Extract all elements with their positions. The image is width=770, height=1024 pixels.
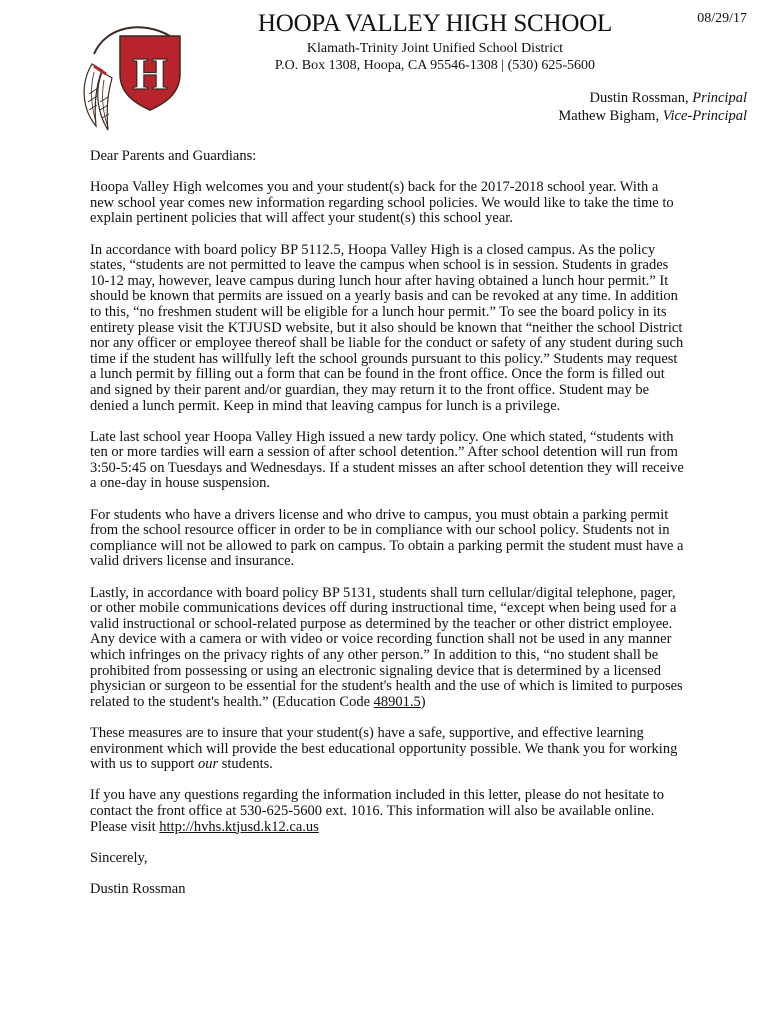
mobile-devices-text: Lastly, in accordance with board policy BP 5131, students shall turn cellular/digital telephone, pager, or other mobile communications devices off during instructional time, “except when being used for a valid instructional or school-related purpose as determined by the teacher or other district employee. Any device with a camera or with video or voice recording function shall not be used in any manner which infringes on the privacy rights of any other person.” In addition to this, “no student shall be prohibited from possessing or using an electronic signaling device that is determined by a licensed physician or surgeon to be essential for the student's health and the use of which is limited to purposes related to the student's health.” (Education Code [90,584,683,710]
paragraph-closed-campus: In accordance with board policy BP 5112.5, Hoopa Valley High is a closed campus. As the policy states, “students are not permitted to leave the campus when school is in session. Students in grades 10-12 may, however, leave campus during lunch hour after having obtained a lunch hour permit.” It should be known that permits are issued on a yearly basis and can be revoked at any time. In addition to this, “no freshmen student will be eligible for a lunch hour permit.” To see the board policy in its entirety please visit the KTJUSD website, but it also should be known that “neither the school District nor any officer or employee thereof shall be liable for the conduct or safety of any student during such time if the student has willfully left the school grounds pursuant to this policy.” Students may request a lunch permit by filling out a form that can be found in the front office. Once the form is filled out and signed by their parent and/or guardian, they may return it to the front office. Student may be denied a lunch permit. Keep in mind that leaving campus for lunch is a privilege. [90,241,684,414]
paragraph-parking-permit: For students who have a drivers license and who drive to campus, you must obtain a parking permit from the school resource officer in order to be in compliance with our school policy. Students not in compliance will not be allowed to park on campus. To obtain a parking permit the student must have a valid drivers license and insurance. [90,506,684,570]
school-name: HOOPA VALLEY HIGH SCHOOL [257,10,613,37]
signature: Dustin Rossman [90,880,186,897]
contact-text: If you have any questions regarding the information included in this letter, please do not hesitate to contact the front office at 530-625-5600 ext. 1016. This information will also be available online. Please visit [90,787,665,835]
feather-icon [98,72,112,130]
mobile-devices-end: ) [420,693,426,710]
closing: Sincerely, [90,849,148,866]
letter-date: 08/29/17 [697,11,747,26]
vice-principal-name: Mathew Bigham, [558,108,663,124]
school-website-link[interactable]: http://hvhs.ktjusd.k12.ca.us [159,818,319,835]
paragraph-tardy-policy: Late last school year Hoopa Valley High issued a new tardy policy. One which stated, “students with ten or more tardies will earn a session of after school detention.” After school detention will run from 3:50-5:45 on Tuesdays and Wednesdays. If a student misses an after school detention they will receive a one-day in house suspension. [90,428,684,492]
district-name: Klamath-Trinity Joint Unified School District [306,41,564,56]
school-logo-feathers [72,14,196,138]
paragraph-contact [90,788,686,835]
measures-text: These measures are to insure that your student(s) have a safe, supportive, and effective learning environment which will provide the best educational opportunity possible. We thank you for working with us to support [90,724,678,773]
measures-end: students. [218,756,273,773]
letter-body [90,149,686,913]
paragraph-welcome: Hoopa Valley High welcomes you and your student(s) back for the 2017-2018 school year. With a new school year comes new information regarding school policies. We would like to take the time to explain pertinent policies that will affect your student(s) this school year. [90,179,674,227]
paragraph-measures [90,726,686,773]
principal-title: Principal [692,90,747,106]
measures-emphasis: our [197,756,219,773]
principal-name: Dustin Rossman, [589,90,693,106]
greeting: Dear Parents and Guardians: [90,148,257,164]
vice-principal-line [558,107,747,125]
paragraph-mobile-devices [90,586,686,711]
education-code-link[interactable]: 48901.5 [373,693,421,710]
principal-line [558,89,747,107]
staff-block [558,89,747,125]
school-address: P.O. Box 1308, Hoopa, CA 95546-1308 | (530) 625-5600 [274,58,596,73]
vice-principal-title: Vice-Principal [662,108,747,124]
logo-letter: H [132,48,168,99]
